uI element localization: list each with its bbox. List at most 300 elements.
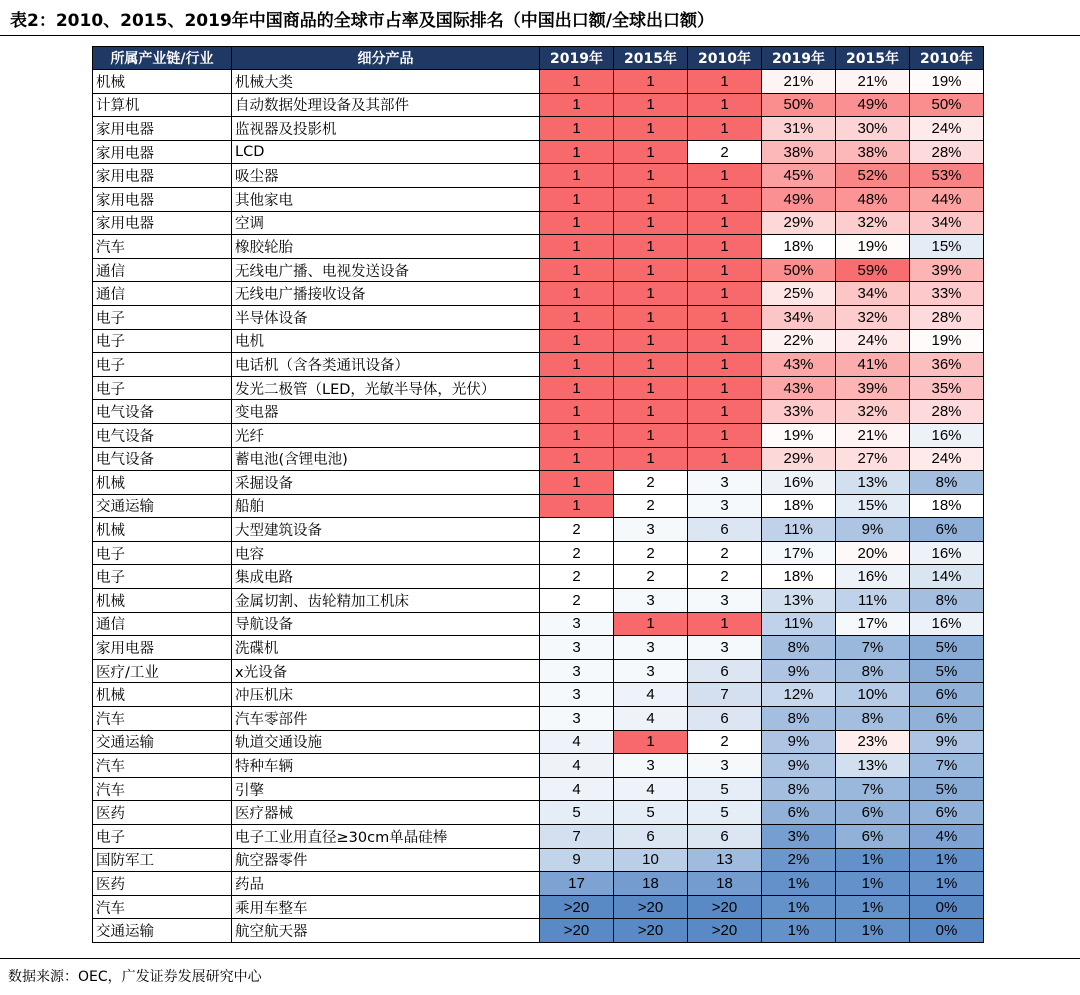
product-cell: 空调 — [232, 211, 540, 235]
table-row — [93, 187, 984, 211]
share-2010-cell: 15% — [910, 235, 984, 259]
share-2015-cell: 34% — [836, 282, 910, 306]
rank-2019-cell: 1 — [540, 117, 614, 141]
product-cell: 无线电广播接收设备 — [232, 282, 540, 306]
rank-2010-cell: 3 — [688, 636, 762, 660]
industry-cell: 电气设备 — [93, 400, 232, 424]
product-cell: 洗碟机 — [232, 636, 540, 660]
product-cell: 航空器零件 — [232, 848, 540, 872]
rank-2019-cell: 4 — [540, 730, 614, 754]
rank-2015-cell: 2 — [614, 494, 688, 518]
share-2019-cell: 1% — [762, 895, 836, 919]
rank-2010-cell: 1 — [688, 117, 762, 141]
industry-cell: 电子 — [93, 565, 232, 589]
rank-2015-cell: 1 — [614, 70, 688, 94]
rank-2019-cell: 1 — [540, 282, 614, 306]
share-2019-cell: 18% — [762, 494, 836, 518]
rank-2015-cell: 1 — [614, 447, 688, 471]
share-2010-cell: 19% — [910, 70, 984, 94]
share-2019-cell: 6% — [762, 801, 836, 825]
industry-cell: 家用电器 — [93, 636, 232, 660]
share-2010-cell: 8% — [910, 589, 984, 613]
rank-2010-cell: 2 — [688, 541, 762, 565]
share-2019-cell: 1% — [762, 919, 836, 943]
rank-2019-cell: 4 — [540, 754, 614, 778]
rank-2019-cell: 2 — [540, 565, 614, 589]
industry-cell: 机械 — [93, 70, 232, 94]
rank-2019-cell: 5 — [540, 801, 614, 825]
industry-cell: 家用电器 — [93, 211, 232, 235]
share-2015-cell: 32% — [836, 400, 910, 424]
industry-cell: 机械 — [93, 471, 232, 495]
rank-2010-cell: 1 — [688, 211, 762, 235]
table-row — [93, 140, 984, 164]
share-2010-cell: 7% — [910, 754, 984, 778]
rank-2015-cell: 3 — [614, 589, 688, 613]
rank-2010-cell: 18 — [688, 872, 762, 896]
share-2019-cell: 43% — [762, 353, 836, 377]
rank-2010-cell: 3 — [688, 754, 762, 778]
rank-2019-cell: 3 — [540, 659, 614, 683]
top-rule — [0, 35, 1080, 36]
rank-2015-cell: 2 — [614, 471, 688, 495]
share-2010-cell: 33% — [910, 282, 984, 306]
share-2015-cell: 15% — [836, 494, 910, 518]
rank-2010-cell: 7 — [688, 683, 762, 707]
table-row — [93, 93, 984, 117]
product-cell: 橡胶轮胎 — [232, 235, 540, 259]
rank-2015-cell: 1 — [614, 282, 688, 306]
industry-cell: 电气设备 — [93, 423, 232, 447]
share-2019-cell: 9% — [762, 659, 836, 683]
rank-2010-cell: 1 — [688, 612, 762, 636]
product-cell: x光设备 — [232, 659, 540, 683]
industry-cell: 电子 — [93, 376, 232, 400]
rank-2019-cell: 1 — [540, 211, 614, 235]
industry-cell: 医疗/工业 — [93, 659, 232, 683]
rank-2015-cell: 1 — [614, 730, 688, 754]
share-2019-cell: 31% — [762, 117, 836, 141]
share-2019-cell: 16% — [762, 471, 836, 495]
rank-2010-cell: >20 — [688, 919, 762, 943]
product-cell: LCD — [232, 140, 540, 164]
rank-2015-cell: 2 — [614, 541, 688, 565]
product-cell: 自动数据处理设备及其部件 — [232, 93, 540, 117]
table-row — [93, 353, 984, 377]
share-2010-cell: 16% — [910, 423, 984, 447]
rank-2010-cell: 13 — [688, 848, 762, 872]
industry-cell: 电子 — [93, 329, 232, 353]
rank-2010-cell: 3 — [688, 471, 762, 495]
share-2010-cell: 0% — [910, 895, 984, 919]
rank-2015-cell: 6 — [614, 825, 688, 849]
share-2019-cell: 29% — [762, 211, 836, 235]
rank-2019-cell: 1 — [540, 447, 614, 471]
share-2010-cell: 6% — [910, 518, 984, 542]
table-row — [93, 565, 984, 589]
product-cell: 冲压机床 — [232, 683, 540, 707]
share-2015-cell: 7% — [836, 636, 910, 660]
share-2010-cell: 35% — [910, 376, 984, 400]
source-note: 数据来源：OEC，广发证券发展研究中心 — [8, 969, 262, 985]
share-2010-cell: 14% — [910, 565, 984, 589]
product-cell: 监视器及投影机 — [232, 117, 540, 141]
table-row — [93, 895, 984, 919]
industry-cell: 家用电器 — [93, 164, 232, 188]
table-row — [93, 117, 984, 141]
industry-cell: 汽车 — [93, 754, 232, 778]
share-2010-cell: 6% — [910, 707, 984, 731]
table-row — [93, 683, 984, 707]
industry-cell: 机械 — [93, 589, 232, 613]
share-2010-cell: 28% — [910, 400, 984, 424]
rank-2015-cell: 2 — [614, 565, 688, 589]
rank-2019-cell: 1 — [540, 329, 614, 353]
industry-cell: 通信 — [93, 258, 232, 282]
product-cell: 吸尘器 — [232, 164, 540, 188]
rank-2010-cell: 1 — [688, 235, 762, 259]
rank-2010-cell: 1 — [688, 187, 762, 211]
share-2015-cell: 8% — [836, 707, 910, 731]
product-cell: 电容 — [232, 541, 540, 565]
share-2015-cell: 39% — [836, 376, 910, 400]
rank-2010-cell: 1 — [688, 70, 762, 94]
header-share-2015: 2015年 — [836, 47, 910, 70]
industry-cell: 家用电器 — [93, 140, 232, 164]
rank-2019-cell: 1 — [540, 376, 614, 400]
rank-2019-cell: 1 — [540, 423, 614, 447]
table-row — [93, 518, 984, 542]
product-cell: 药品 — [232, 872, 540, 896]
share-2019-cell: 8% — [762, 636, 836, 660]
table-row — [93, 70, 984, 94]
industry-cell: 交通运输 — [93, 494, 232, 518]
share-2015-cell: 27% — [836, 447, 910, 471]
rank-2010-cell: 1 — [688, 423, 762, 447]
product-cell: 大型建筑设备 — [232, 518, 540, 542]
rank-2019-cell: 1 — [540, 471, 614, 495]
share-2015-cell: 38% — [836, 140, 910, 164]
product-cell: 导航设备 — [232, 612, 540, 636]
share-2019-cell: 13% — [762, 589, 836, 613]
rank-2015-cell: 1 — [614, 211, 688, 235]
share-2015-cell: 6% — [836, 825, 910, 849]
rank-2019-cell: 1 — [540, 400, 614, 424]
table-row — [93, 376, 984, 400]
share-2019-cell: 22% — [762, 329, 836, 353]
rank-2019-cell: 9 — [540, 848, 614, 872]
table-row — [93, 211, 984, 235]
product-cell: 发光二极管（LED，光敏半导体，光伏） — [232, 376, 540, 400]
share-2019-cell: 34% — [762, 305, 836, 329]
rank-2015-cell: 1 — [614, 305, 688, 329]
share-2015-cell: 23% — [836, 730, 910, 754]
share-2010-cell: 1% — [910, 872, 984, 896]
rank-2019-cell: 1 — [540, 305, 614, 329]
market-share-table — [92, 46, 984, 943]
share-2015-cell: 16% — [836, 565, 910, 589]
rank-2015-cell: 1 — [614, 353, 688, 377]
share-2015-cell: 19% — [836, 235, 910, 259]
industry-cell: 通信 — [93, 612, 232, 636]
header-row — [93, 47, 984, 70]
rank-2010-cell: 3 — [688, 589, 762, 613]
header-rank-2010: 2010年 — [688, 47, 762, 70]
rank-2015-cell: 4 — [614, 777, 688, 801]
rank-2010-cell: 5 — [688, 777, 762, 801]
share-2010-cell: 9% — [910, 730, 984, 754]
share-2010-cell: 24% — [910, 447, 984, 471]
share-2010-cell: 1% — [910, 848, 984, 872]
share-2010-cell: 36% — [910, 353, 984, 377]
industry-cell: 电子 — [93, 305, 232, 329]
share-2010-cell: 16% — [910, 612, 984, 636]
share-2019-cell: 17% — [762, 541, 836, 565]
share-2010-cell: 39% — [910, 258, 984, 282]
product-cell: 集成电路 — [232, 565, 540, 589]
rank-2019-cell: 1 — [540, 235, 614, 259]
product-cell: 无线电广播、电视发送设备 — [232, 258, 540, 282]
rank-2015-cell: 18 — [614, 872, 688, 896]
share-2015-cell: 24% — [836, 329, 910, 353]
share-2010-cell: 0% — [910, 919, 984, 943]
share-2010-cell: 16% — [910, 541, 984, 565]
rank-2010-cell: >20 — [688, 895, 762, 919]
table-row — [93, 848, 984, 872]
product-cell: 特种车辆 — [232, 754, 540, 778]
rank-2010-cell: 1 — [688, 329, 762, 353]
share-2010-cell: 18% — [910, 494, 984, 518]
rank-2010-cell: 6 — [688, 707, 762, 731]
rank-2015-cell: 1 — [614, 140, 688, 164]
industry-cell: 电子 — [93, 541, 232, 565]
product-cell: 航空航天器 — [232, 919, 540, 943]
share-2010-cell: 28% — [910, 305, 984, 329]
table-row — [93, 541, 984, 565]
rank-2019-cell: 2 — [540, 541, 614, 565]
rank-2015-cell: 10 — [614, 848, 688, 872]
rank-2015-cell: 3 — [614, 659, 688, 683]
rank-2019-cell: 3 — [540, 683, 614, 707]
rank-2010-cell: 1 — [688, 164, 762, 188]
share-2019-cell: 1% — [762, 872, 836, 896]
industry-cell: 计算机 — [93, 93, 232, 117]
share-2015-cell: 6% — [836, 801, 910, 825]
header-rank-2015: 2015年 — [614, 47, 688, 70]
rank-2019-cell: 1 — [540, 93, 614, 117]
header-share-2010: 2010年 — [910, 47, 984, 70]
rank-2019-cell: 7 — [540, 825, 614, 849]
product-cell: 变电器 — [232, 400, 540, 424]
share-2019-cell: 3% — [762, 825, 836, 849]
rank-2010-cell: 1 — [688, 282, 762, 306]
rank-2019-cell: 3 — [540, 636, 614, 660]
table-row — [93, 447, 984, 471]
header-rank-2019: 2019年 — [540, 47, 614, 70]
industry-cell: 汽车 — [93, 235, 232, 259]
rank-2010-cell: 1 — [688, 353, 762, 377]
share-2015-cell: 1% — [836, 872, 910, 896]
table-row — [93, 825, 984, 849]
rank-2019-cell: 4 — [540, 777, 614, 801]
share-2019-cell: 49% — [762, 187, 836, 211]
rank-2015-cell: 3 — [614, 754, 688, 778]
share-2010-cell: 53% — [910, 164, 984, 188]
rank-2010-cell: 1 — [688, 93, 762, 117]
share-2015-cell: 1% — [836, 848, 910, 872]
share-2015-cell: 21% — [836, 423, 910, 447]
industry-cell: 机械 — [93, 683, 232, 707]
rank-2010-cell: 6 — [688, 825, 762, 849]
rank-2010-cell: 1 — [688, 447, 762, 471]
rank-2019-cell: 2 — [540, 589, 614, 613]
table-title: 表2：2010、2015、2019年中国商品的全球市占率及国际排名（中国出口额/全球出口额） — [10, 11, 714, 31]
share-2010-cell: 44% — [910, 187, 984, 211]
share-2019-cell: 19% — [762, 423, 836, 447]
industry-cell: 国防军工 — [93, 848, 232, 872]
share-2019-cell: 8% — [762, 707, 836, 731]
product-cell: 蓄电池(含锂电池) — [232, 447, 540, 471]
share-2019-cell: 11% — [762, 518, 836, 542]
rank-2019-cell: 1 — [540, 258, 614, 282]
share-2015-cell: 8% — [836, 659, 910, 683]
rank-2015-cell: 1 — [614, 164, 688, 188]
share-2019-cell: 18% — [762, 565, 836, 589]
industry-cell: 医药 — [93, 801, 232, 825]
share-2015-cell: 7% — [836, 777, 910, 801]
share-2015-cell: 49% — [836, 93, 910, 117]
table-row — [93, 801, 984, 825]
rank-2019-cell: 1 — [540, 140, 614, 164]
share-2019-cell: 33% — [762, 400, 836, 424]
industry-cell: 交通运输 — [93, 730, 232, 754]
industry-cell: 汽车 — [93, 707, 232, 731]
table-row — [93, 754, 984, 778]
share-2019-cell: 21% — [762, 70, 836, 94]
share-2015-cell: 10% — [836, 683, 910, 707]
product-cell: 乘用车整车 — [232, 895, 540, 919]
share-2010-cell: 6% — [910, 801, 984, 825]
product-cell: 汽车零部件 — [232, 707, 540, 731]
share-2015-cell: 1% — [836, 919, 910, 943]
share-2010-cell: 24% — [910, 117, 984, 141]
rank-2015-cell: 4 — [614, 683, 688, 707]
rank-2015-cell: 3 — [614, 636, 688, 660]
table-row — [93, 777, 984, 801]
product-cell: 船舶 — [232, 494, 540, 518]
rank-2015-cell: 1 — [614, 117, 688, 141]
table-row — [93, 730, 984, 754]
rank-2010-cell: 1 — [688, 258, 762, 282]
product-cell: 光纤 — [232, 423, 540, 447]
industry-cell: 通信 — [93, 282, 232, 306]
rank-2019-cell: >20 — [540, 919, 614, 943]
rank-2015-cell: 1 — [614, 329, 688, 353]
rank-2019-cell: 1 — [540, 70, 614, 94]
product-cell: 其他家电 — [232, 187, 540, 211]
industry-cell: 机械 — [93, 518, 232, 542]
table-row — [93, 589, 984, 613]
table-body — [93, 70, 984, 943]
table-row — [93, 872, 984, 896]
product-cell: 机械大类 — [232, 70, 540, 94]
table-row — [93, 305, 984, 329]
product-cell: 电子工业用直径≥30cm单晶硅棒 — [232, 825, 540, 849]
share-2015-cell: 30% — [836, 117, 910, 141]
rank-2010-cell: 2 — [688, 565, 762, 589]
share-2019-cell: 25% — [762, 282, 836, 306]
rank-2019-cell: 17 — [540, 872, 614, 896]
share-2010-cell: 5% — [910, 659, 984, 683]
header-industry: 所属产业链/行业 — [93, 47, 232, 70]
table-row — [93, 258, 984, 282]
rank-2015-cell: 1 — [614, 258, 688, 282]
industry-cell: 家用电器 — [93, 117, 232, 141]
rank-2019-cell: 1 — [540, 494, 614, 518]
product-cell: 半导体设备 — [232, 305, 540, 329]
rank-2015-cell: 1 — [614, 423, 688, 447]
share-2010-cell: 28% — [910, 140, 984, 164]
table-row — [93, 494, 984, 518]
share-2010-cell: 4% — [910, 825, 984, 849]
share-2019-cell: 29% — [762, 447, 836, 471]
rank-2019-cell: 1 — [540, 187, 614, 211]
share-2015-cell: 9% — [836, 518, 910, 542]
table-row — [93, 919, 984, 943]
share-2010-cell: 50% — [910, 93, 984, 117]
rank-2015-cell: 1 — [614, 187, 688, 211]
header-share-2019: 2019年 — [762, 47, 836, 70]
rank-2010-cell: 1 — [688, 400, 762, 424]
industry-cell: 交通运输 — [93, 919, 232, 943]
rank-2015-cell: >20 — [614, 919, 688, 943]
share-2010-cell: 8% — [910, 471, 984, 495]
rank-2015-cell: >20 — [614, 895, 688, 919]
share-2019-cell: 11% — [762, 612, 836, 636]
table-row — [93, 612, 984, 636]
bottom-rule — [0, 958, 1080, 959]
product-cell: 采掘设备 — [232, 471, 540, 495]
product-cell: 电机 — [232, 329, 540, 353]
product-cell: 金属切割、齿轮精加工机床 — [232, 589, 540, 613]
table-row — [93, 659, 984, 683]
share-2019-cell: 38% — [762, 140, 836, 164]
share-2015-cell: 17% — [836, 612, 910, 636]
share-2015-cell: 32% — [836, 305, 910, 329]
share-2010-cell: 34% — [910, 211, 984, 235]
product-cell: 引擎 — [232, 777, 540, 801]
table-row — [93, 471, 984, 495]
rank-2010-cell: 1 — [688, 376, 762, 400]
product-cell: 医疗器械 — [232, 801, 540, 825]
share-2019-cell: 50% — [762, 93, 836, 117]
table-row — [93, 707, 984, 731]
share-2015-cell: 59% — [836, 258, 910, 282]
rank-2019-cell: 2 — [540, 518, 614, 542]
share-2019-cell: 8% — [762, 777, 836, 801]
rank-2015-cell: 5 — [614, 801, 688, 825]
industry-cell: 电气设备 — [93, 447, 232, 471]
industry-cell: 医药 — [93, 872, 232, 896]
rank-2019-cell: 3 — [540, 612, 614, 636]
share-2015-cell: 32% — [836, 211, 910, 235]
rank-2010-cell: 2 — [688, 730, 762, 754]
share-2015-cell: 52% — [836, 164, 910, 188]
rank-2015-cell: 1 — [614, 235, 688, 259]
rank-2010-cell: 2 — [688, 140, 762, 164]
industry-cell: 汽车 — [93, 895, 232, 919]
rank-2015-cell: 1 — [614, 400, 688, 424]
